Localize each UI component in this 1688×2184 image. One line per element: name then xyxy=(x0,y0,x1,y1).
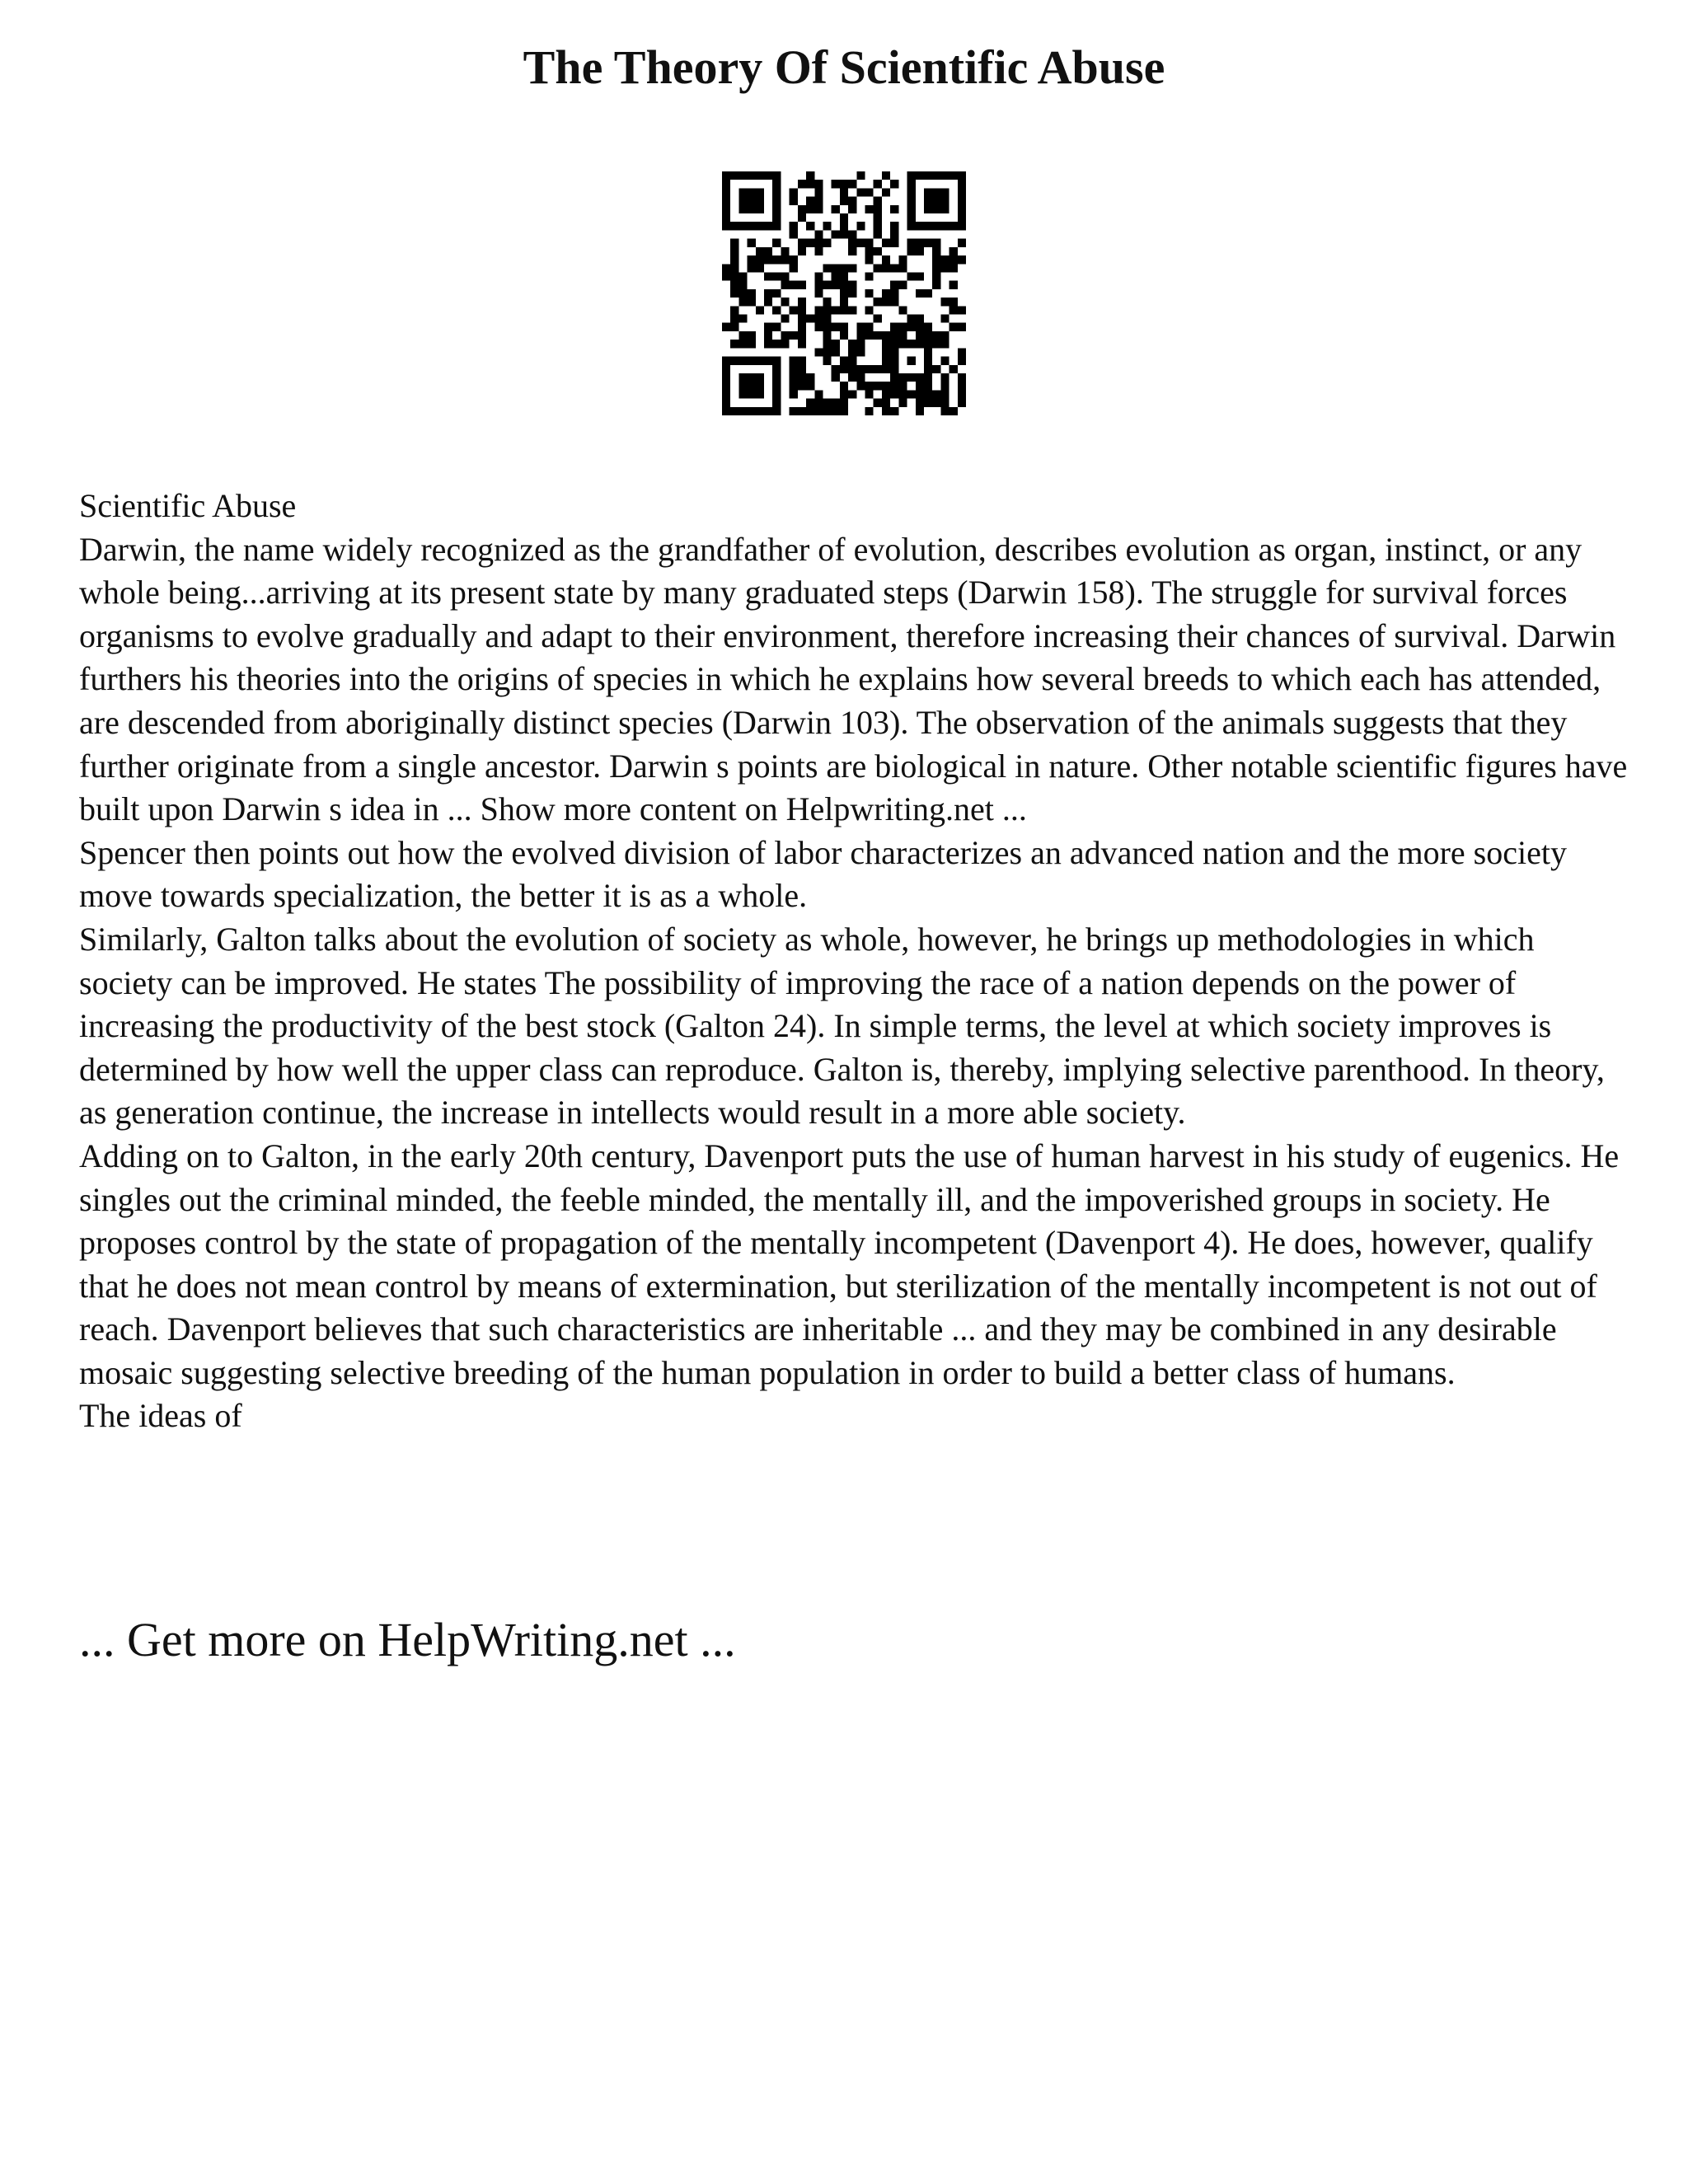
document-body xyxy=(79,485,1629,1438)
paragraph-davenport: Adding on to Galton, in the early 20th century, Davenport puts the use of human harvest in his study of eugenics. He singles out the criminal minded, the feeble minded, the mentally ill, and the impoverished groups in society. He proposes control by the state of propagation of the mentally incompetent (Davenport 4). He does, however, qualify that he does not mean control by means of extermination, but sterilization of the mentally incompetent is not out of reach. Davenport believes that such characteristics are inheritable ... and they may be combined in any desirable mosaic suggesting selective breeding of the human population in order to build a better class of humans. xyxy=(79,1137,1620,1391)
paragraph-spencer: Spencer then points out how the evolved division of labor characterizes an advanced nation and the more society move towards specialization, the better it is as a whole. xyxy=(79,833,1567,915)
paragraph-galton: Similarly, Galton talks about the evolution of society as whole, however, he brings up methodologies in which society can be improved. He states The possibility of improving the race of a nation depends on the power of increasing the productivity of the best stock (Galton 24). In simple terms, the level at which society improves is determined by how well the upper class can reproduce. Galton is, thereby, implying selective parenthood. In theory, as generation continue, the increase in intellects would result in a more able society. xyxy=(79,920,1605,1132)
section-heading: Scientific Abuse xyxy=(79,487,297,524)
paragraph-truncated: The ideas of xyxy=(79,1397,242,1435)
paragraph-darwin: Darwin, the name widely recognized as the grandfather of evolution, describes evolution as organ, instinct, or any whole being...arriving at its present state by many graduated steps (Darwin 158). The struggle for survival forces organisms to evolve gradually and adapt to their environment, therefore increasing their chances of survival. Darwin furthers his theories into the origins of species in which he explains how several breeds to which each has attended, are descended from aboriginally distinct species (Darwin 103). The observation of the animals suggests that they further originate from a single ancestor. Darwin s points are biological in nature. Other notable scientific figures have built upon Darwin s idea in ... Show more content on Helpwriting.net ... xyxy=(79,530,1628,828)
page-title: The Theory Of Scientific Abuse xyxy=(523,40,1165,94)
qr-code-icon[interactable] xyxy=(722,171,966,415)
get-more-link[interactable]: ... Get more on HelpWriting.net ... xyxy=(79,1613,736,1666)
